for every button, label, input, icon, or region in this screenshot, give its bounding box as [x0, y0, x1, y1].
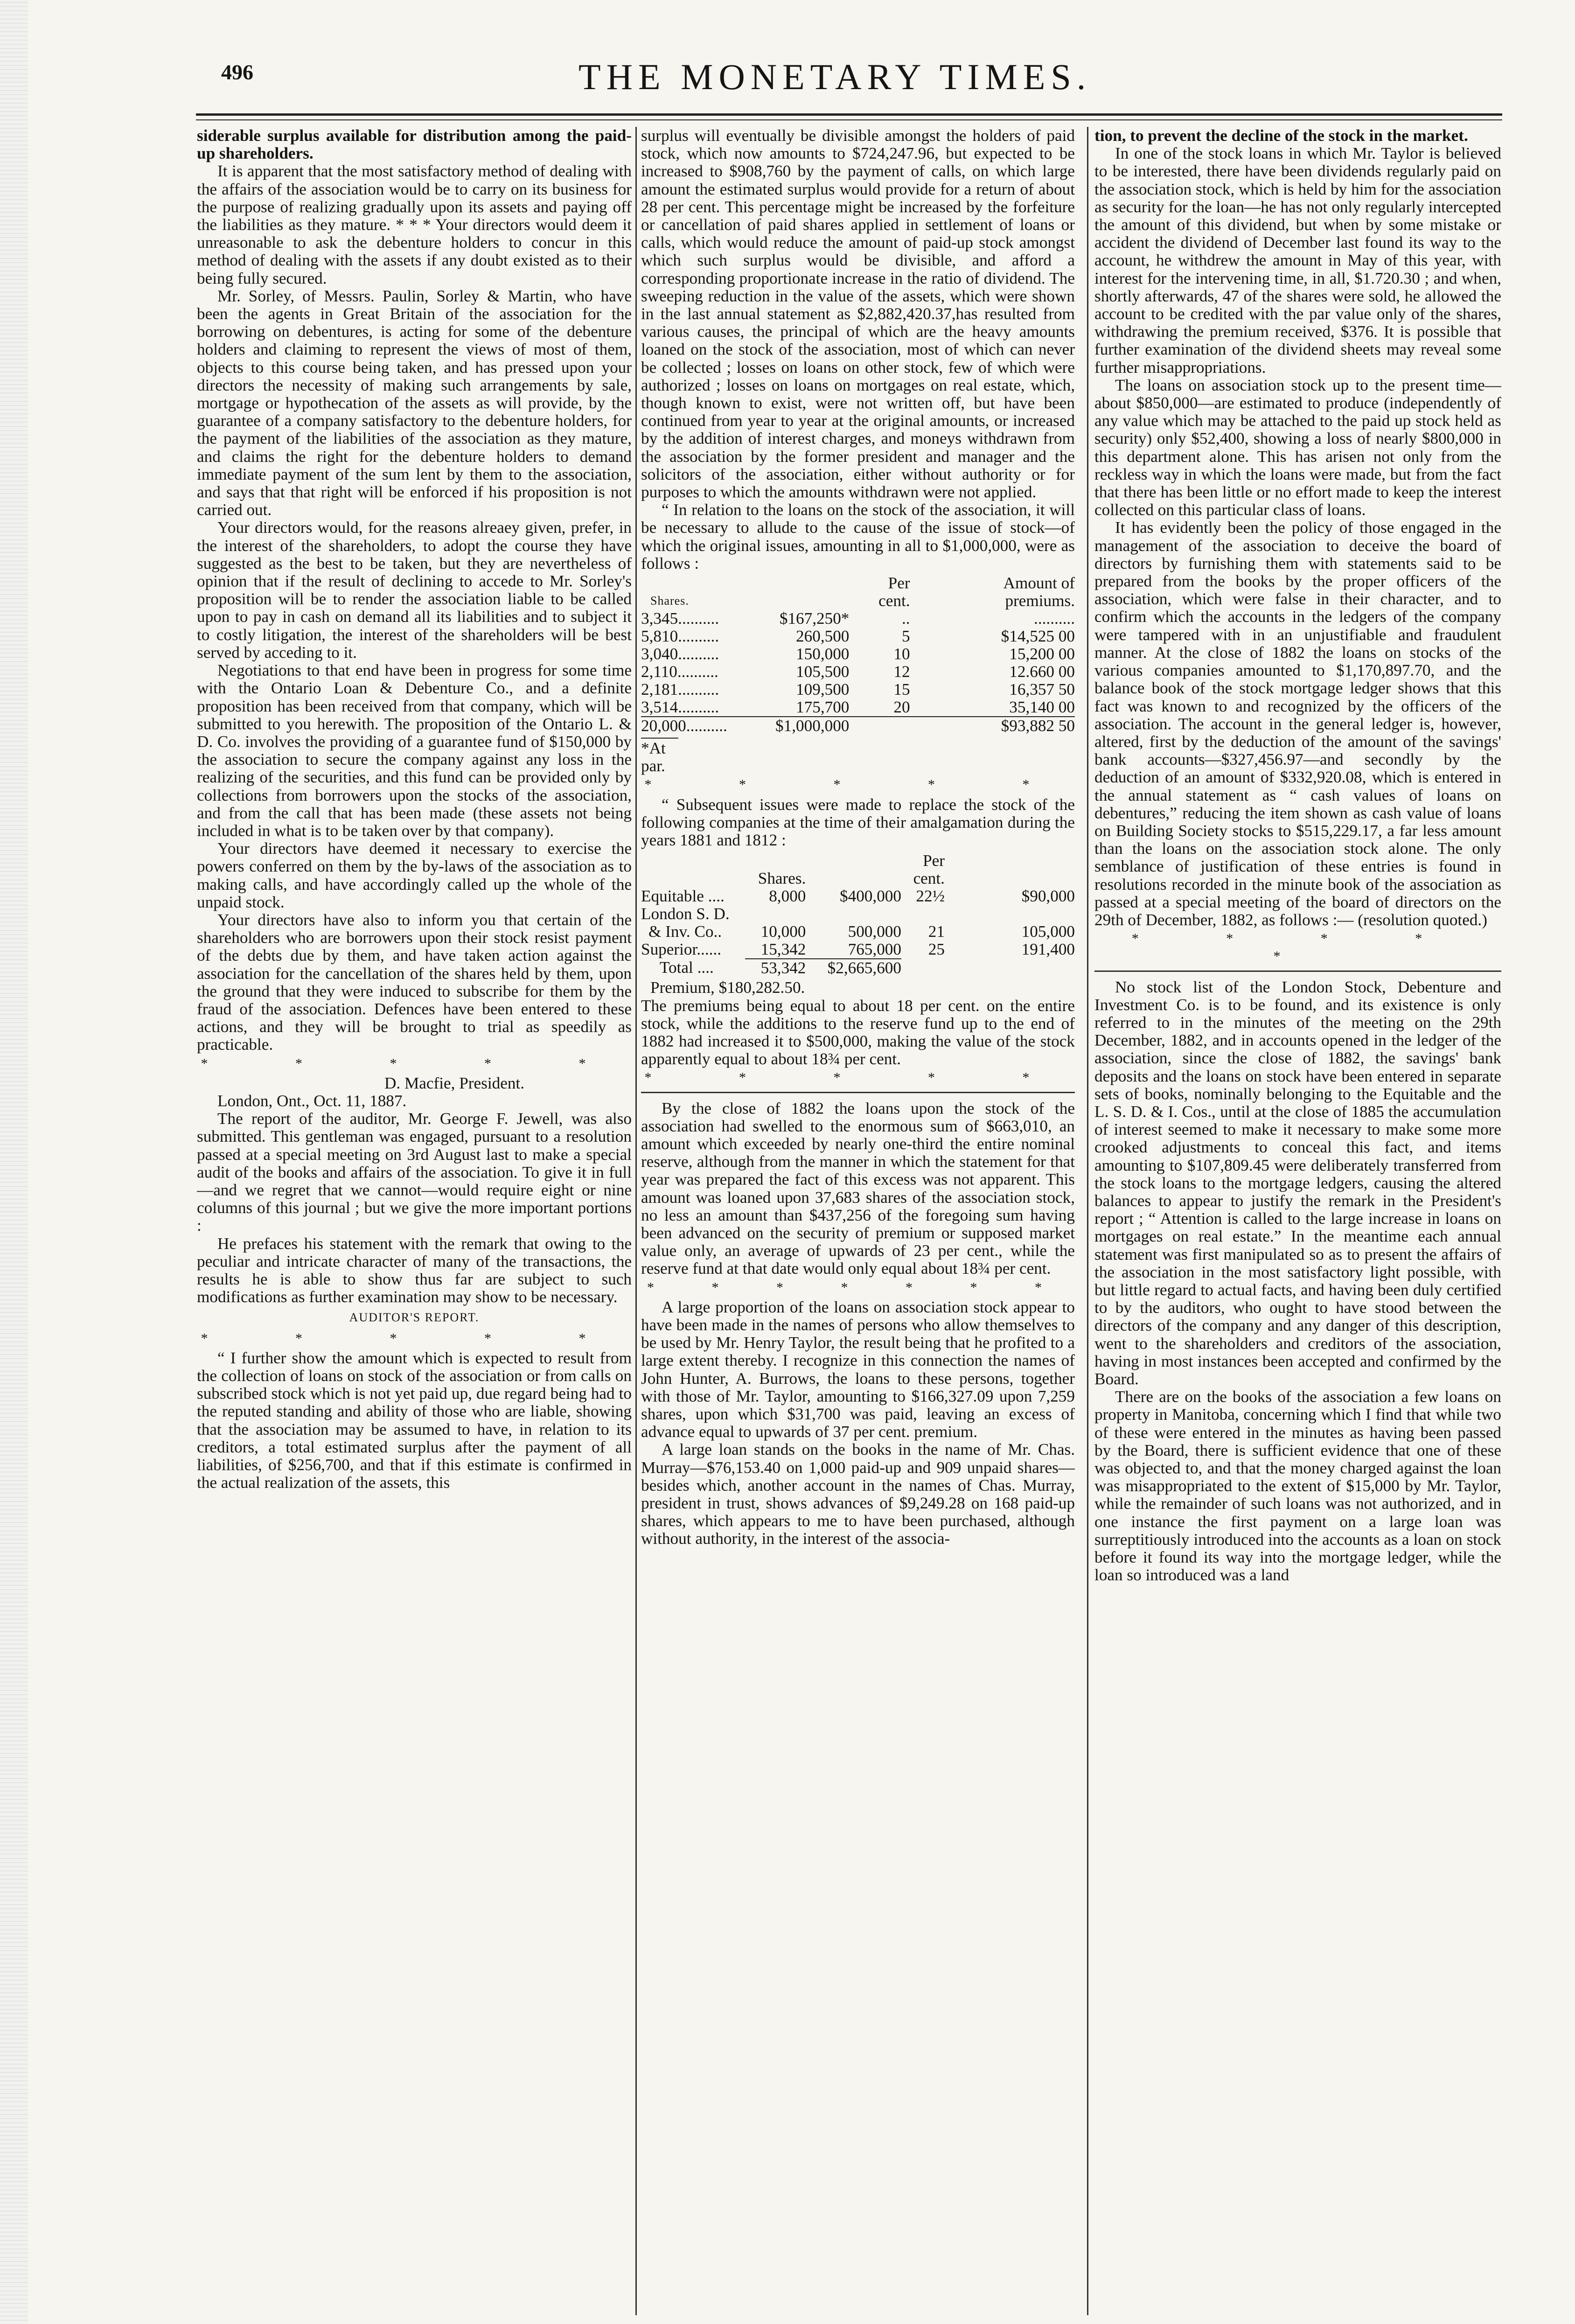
dateline: London, Ont., Oct. 11, 1887.: [217, 1091, 407, 1110]
table-cell: 3,040..........: [641, 645, 719, 663]
table-cell: 105,000: [1021, 922, 1075, 941]
section-break-stars: * * * * *: [201, 1055, 628, 1071]
section-break-stars: * * * * * * *: [647, 1279, 1069, 1295]
table-cell: 35,140 00: [1009, 698, 1075, 717]
header-rule: [196, 113, 1502, 116]
table-total-row: [641, 717, 1075, 735]
table-cell: London S. D.: [641, 905, 730, 923]
table-cell: 53,342: [745, 959, 806, 977]
table-cell: 15,342: [760, 940, 806, 959]
table-cell: [945, 905, 1075, 923]
table-cell: 16,357 50: [1009, 680, 1075, 699]
section-break-stars: * * * * *: [1131, 931, 1464, 964]
table-cell: 150,000: [796, 645, 850, 663]
table-cell: 765,000: [848, 940, 901, 959]
paragraph: The report of the auditor, Mr. George F. Jewell, was also submitted. This gentleman was engaged, pursuant to a resolution passed at a special meeting on 3rd August last to make a special audit of the books and affairs of the association. To give it in full—and we regret that we cannot—would require eight or nine columns of this journal ; but we give the more important portions :: [197, 1110, 632, 1235]
table-cell: $400,000: [840, 887, 901, 906]
scan-binding-edge: [0, 0, 28, 2324]
table-cell: 12.660 00: [1009, 663, 1075, 681]
table-cell: 10: [893, 645, 910, 663]
column-divider-1: [635, 127, 637, 2315]
paragraph: It is apparent that the most satisfactory method of dealing with the affairs of the association would be to carry on its business for the purpose of realizing gradually upon its assets and paying off the liabilities as they mature. * * * Your directors would deem it unreasonable to ask the debenture holders to concur in this method of dealing with the assets if any doubt existed as to their being fully secured.: [197, 162, 632, 287]
table-cell: 105,500: [796, 663, 850, 681]
paragraph: It has evidently been the policy of those engaged in the management of the association to deceive the board of directors by furnishing them with statements said to be prepared from the books by the proper officers of the association, which were false in their character, and to confirm which the accounts in the ledgers of the company were tampered with in an unjustifiable and fraudulent manner. At the close of 1882 the loans on stocks of the various companies amounted to $1,170,897.70, and the balance book of the stock mortgage ledger shows that this fact was known to and recognized by the officers of the association. The account in the general ledger is, however, altered, first by the deduction of the amount of the savings' bank accounts—$327,456.97—and secondly by the deduction of an amount of $332,920.08, which is entered in the annual statement as “ cash values of loans on debentures,” reducing the item shown as cash value of loans on Building Society stocks to $515,229.17, a far less amount than the loans on the association stock alone. The only semblance of justification of these entries is found in resolutions recorded in the minute book of the association as passed at a special meeting of the board of directors on the 29th of December, 1882, as follows :— (resolution quoted.): [1094, 518, 1501, 929]
table-cell: 5,810..........: [641, 627, 719, 646]
paragraph: Your directors have deemed it necessary to exercise the powers conferred on them by the by-laws of the association as to making calls, and have accordingly called up the whole of the unpaid stock.: [197, 839, 632, 911]
table-cell: 2,181..........: [641, 680, 719, 699]
table-cell: Superior......: [641, 940, 722, 959]
table-row: [641, 681, 1075, 698]
paragraph: Negotiations to that end have been in progress for some time with the Ontario Loan & Debenture Co., and a definite proposition has been received from that company, which will be submitted to you herewith. The proposition of the Ontario L. & D. Co. involves the providing of a guarantee fund of $150,000 by the association to secure the company against any loss in the realizing of the securities, and this fund can be provided only by collections from borrowers upon the stocks of the association, and from the call that has been made (these assets not being included in what is to be taken over by that company).: [197, 661, 632, 840]
paragraph: There are on the books of the association a few loans on property in Manitoba, concerning which I find that while two of these were entered in the minutes as having been passed by the Board, there is sufficient evidence that one of these was objected to, and that the money charged against the loan was misappropriated to the extent of $15,000 by Mr. Taylor, while the remainder of such loans was not authorized, and in one instance the first payment on a large loan was surreptitiously introduced into the accounts as a loan on stock before it found its way into the mortgage ledger, while the loan so introduced was a land: [1094, 1388, 1501, 1584]
table-cell: 25: [928, 940, 945, 959]
table-cell: ..........: [1034, 609, 1075, 628]
table-cell: Total ....: [660, 958, 714, 977]
table-header: Per: [923, 851, 945, 870]
paragraph: tion, to prevent the decline of the stock in the market.: [1094, 127, 1468, 145]
table-row: [641, 923, 1075, 941]
table-cell: [745, 905, 806, 923]
table-header: Per: [888, 574, 910, 593]
table-cell: & Inv. Co..: [648, 922, 722, 941]
section-break-stars: * * * * *: [201, 1330, 628, 1346]
amalgamation-table: [641, 852, 1075, 977]
table-cell: $14,525 00: [1001, 627, 1075, 646]
column-middle: [641, 127, 1075, 2315]
paragraph: surplus will eventually be divisible amongst the holders of paid stock, which now amounts to $724,247.96, but expected to be increased to $908,760 by the payment of calls, on which large amount the estimated surplus would provide for a return of about 28 per cent. This percentage might be increased by the forfeiture or cancellation of paid shares applied in settlement of loans or calls, which would reduce the amount of paid-up stock amongst which such surplus would be divisible, and afford a corresponding proportionate increase in the ratio of dividend. The sweeping reduction in the value of the assets, which were shown in the last annual statement as $2,882,420.37,has resulted from various causes, the principal of which are the heavy amounts loaned on the stock of the association, most of which can never be collected ; losses on loans on other stock, few of which were authorized ; losses on loans on mortgages on real estate, which, though known to exist, were not written off, but have been continued from year to year at the original amounts, or increased by the addition of interest charges, and moneys withdrawn from the association by the former president and manager and the solicitors of the association, either without authority or for purposes to which the amounts withdrawn were not applied.: [641, 127, 1075, 502]
paragraph: No stock list of the London Stock, Debenture and Investment Co. is to be found, and its existence is only referred to in the minutes of the meeting on the 29th December, 1882, and in accounts opened in the ledger of the association, since the close of 1882, the savings' bank deposits and the loans on stock have been entered in separate sets of books, nominally belonging to the Equitable and the L. S. D. & I. Cos., until at the close of 1885 the accumulation of interest seemed to make it necessary to make some more crooked adjustments to conceal this fact, and items amounting to $107,809.45 were deliberately transferred from the stock loans to the mortgage ledgers, causing the altered balances to appear to justify the remark in the President's report ; “ Attention is called to the large increase in loans on mortgages on real estate.” In the meantime each annual statement was first manipulated so as to present the affairs of the association in the most satisfactory light possible, with but little regard to actual facts, and having been duly certified to by the auditors, who ought to have stood between the directors of the company and any danger of this description, went to the shareholders and creditors of the association, having in most instances been accepted and confirmed by the Board.: [1094, 977, 1501, 1389]
table-row: [641, 698, 1075, 717]
paragraph: “ Subsequent issues were made to replace the stock of the following companies at the time of their amalgamation during the years 1881 and 1812 :: [641, 795, 1075, 850]
table-cell: 500,000: [848, 922, 901, 941]
table-row: [641, 887, 1075, 905]
table-cell: 15: [893, 680, 910, 699]
header-rule-thin: [196, 119, 1502, 120]
original-issues-table: [641, 574, 1075, 735]
table-cell: 8,000: [769, 887, 806, 906]
section-break-stars: * * * * *: [644, 777, 1072, 793]
table-cell: 21: [928, 922, 945, 941]
table-cell: 260,500: [796, 627, 850, 646]
paragraph: The loans on association stock up to the present time—about $850,000—are estimated to produce (independently of any value which may be attached to the paid up stock held as security) only $52,400, showing a loss of nearly $800,000 in this department alone. This has arisen not only from the reckless way in which the loans were made, but from the fact that there has been little or no effort made to keep the interest collected on this particular class of loans.: [1094, 376, 1501, 519]
paragraph: “ In relation to the loans on the stock of the association, it will be necessary to allude to the cause of the issue of stock—of which the original issues, amounting in all to $1,000,000, were as follows :: [641, 501, 1075, 572]
table-total-row: [641, 959, 1075, 977]
table-header: premiums.: [1005, 592, 1075, 610]
table-cell: 22½: [916, 887, 945, 906]
table-cell: $2,665,600: [806, 959, 901, 977]
paragraph: siderable surplus available for distribution among the paid-up shareholders.: [197, 127, 632, 163]
paragraph: He prefaces his statement with the remark that owing to the peculiar and intricate character of many of the transactions, the results he is able to show thus far are subject to such modifications as further examination may show to be necessary.: [197, 1234, 632, 1306]
page-number: 496: [221, 60, 253, 84]
table-cell: $90,000: [1021, 887, 1075, 906]
table-header: Amount of: [1003, 574, 1075, 593]
paragraph: By the close of 1882 the loans upon the stock of the association had swelled to the enormous sum of $663,010, an amount which exceeded by nearly one-third the entire nominal reserve, although from the manner in which the statement for that year was prepared the fact of this excess was not apparent. This amount was loaned upon 37,683 shares of the association stock, no less an amount than $437,256 of the foregoing sum having been advanced on the security of premium or supposed market value only, an average of upwards of 23 per cent., while the reserve fund at that date would only equal about 18¾ per cent.: [641, 1099, 1075, 1278]
column-left: [197, 127, 632, 2315]
table-cell: 175,700: [796, 698, 850, 717]
table-row: [641, 610, 1075, 628]
table-cell: [901, 905, 945, 923]
paragraph: “ I further show the amount which is expected to result from the collection of loans on stock of the association or from calls on subscribed stock which is not yet paid up, due regard being had to the reputed standing and ability of those who are liable, showing that the association may be assumed to have, in relation to its creditors, a total estimated surplus after the payment of all liabilities, of $256,700, and that if this estimate is confirmed in the actual realization of the assets, this: [197, 1348, 632, 1492]
paragraph: In one of the stock loans in which Mr. Taylor is believed to be interested, there have been dividends regularly paid on the association stock, which is held by him for the association as security for the loan—he has not only regularly intercepted the amount of this dividend, but when by some mistake or accident the dividend of December last found its way to the account, he withdrew the amount in May of this year, with interest for the intervening time, in all, $1.720.30 ; and when, shortly afterwards, 47 of the shares were sold, he allowed the account to be credited with the par value only of the shares, withdrawing the premium received, $376. It is possible that further examination of the dividend sheets may reveal some further misappropriations.: [1094, 144, 1501, 377]
table-cell: 20: [893, 698, 910, 717]
table-cell: 3,345..........: [641, 609, 719, 628]
table-row: [641, 941, 1075, 959]
divider: [1094, 970, 1501, 972]
divider: [641, 1092, 1075, 1093]
table-cell: 2,110..........: [641, 663, 718, 681]
table-header: Shares.: [650, 594, 689, 608]
table-row: [641, 645, 1075, 663]
paragraph: Your directors have also to inform you that certain of the shareholders who are borrowers upon their stock resist payment of the debts due by them, and have taken action against the association for the cancellation of the shares held by them, upon the ground that they were induced to subscribe for them by the fraud of the association. Defences have been entered to these actions, and they will be brought to trial as speedily as practicable.: [197, 910, 632, 1054]
table-row: [641, 905, 1075, 923]
table-cell: $93,882 50: [910, 717, 1075, 735]
masthead-title: THE MONETARY TIMES.: [578, 56, 1092, 97]
table-cell: $1,000,000: [754, 717, 850, 735]
paragraph: The premiums being equal to about 18 per cent. on the entire stock, while the additions to the reserve fund up to the end of 1882 had increased it to $500,000, making the value of the stock apparently equal to about 18¾ per cent.: [641, 996, 1075, 1068]
table-header: cent.: [878, 592, 910, 610]
paragraph: A large loan stands on the books in the name of Mr. Chas. Murray—$76,153.40 on 1,000 paid-up and 909 unpaid shares—besides which, another account in the names of Chas. Murray, president in trust, shows advances of $9,249.28 on 168 paid-up shares, which appears to me to have been purchased, although without authority, in the interest of the associa-: [641, 1440, 1075, 1548]
table-cell: 3,514..........: [641, 698, 719, 717]
column-divider-2: [1087, 127, 1088, 2315]
table-header: cent.: [913, 869, 945, 888]
table-header: Shares.: [758, 869, 806, 888]
footnote: *At par.: [641, 738, 678, 775]
table-cell: $167,250*: [779, 609, 850, 628]
section-break-stars: * * * * *: [644, 1070, 1072, 1086]
table-cell: ..: [901, 609, 910, 628]
column-right: [1094, 127, 1501, 2315]
table-row: [641, 628, 1075, 645]
table-cell: 5: [901, 627, 910, 646]
section-heading: AUDITOR'S REPORT.: [349, 1311, 480, 1325]
paragraph: Your directors would, for the reasons alreaey given, prefer, in the interest of the shareholders, to adopt the course they have suggested as the best to be taken, but they are nevertheless of opinion that if the result of declining to accede to Mr. Sorley's proposition will be to render the association liable to be called upon to pay in cash on demand all its liabilities and to subject it to costly litigation, the interest of the shareholders will be best served by acceding to it.: [197, 518, 632, 662]
table-cell: [806, 905, 901, 923]
table-cell: Equitable ....: [641, 887, 725, 906]
table-cell: 20,000..........: [641, 717, 754, 735]
premium-total: Premium, $180,282.50.: [650, 978, 805, 997]
table-cell: 12: [893, 663, 910, 681]
table-cell: 15,200 00: [1009, 645, 1075, 663]
table-cell: 10,000: [760, 922, 806, 941]
paragraph: Mr. Sorley, of Messrs. Paulin, Sorley & Martin, who have been the agents in Great Britain of the association for the borrowing on debentures, is acting for some of the debenture holders and claiming to represent the views of most of them, objects to this course being taken, and has pressed upon your directors the necessity of making such arrangements by sale, mortgage or hypothecation of the assets as will provide, by the guarantee of a company satisfactory to the debenture holders, for the payment of the liabilities of the association as they mature, and claims the right for the debenture holders to demand immediate payment of the sum lent by them to the association, and says that that right will be enforced if his proposition is not carried out.: [197, 286, 632, 519]
paragraph: A large proportion of the loans on association stock appear to have been made in the names of persons who allow themselves to be used by Mr. Henry Taylor, the result being that he profited to a large extent thereby. I recognize in this connection the names of John Hunter, A. Burrows, the loans to these persons, together with those of Mr. Taylor, amounting to $166,327.09 upon 7,259 shares, upon which $31,700 was paid, leaving an excess of advance equal to upwards of 37 per cent. premium.: [641, 1298, 1075, 1441]
table-row: [641, 663, 1075, 681]
signature: D. Macfie, President.: [384, 1074, 524, 1092]
table-cell: 191,400: [1021, 940, 1075, 959]
table-cell: 109,500: [796, 680, 850, 699]
